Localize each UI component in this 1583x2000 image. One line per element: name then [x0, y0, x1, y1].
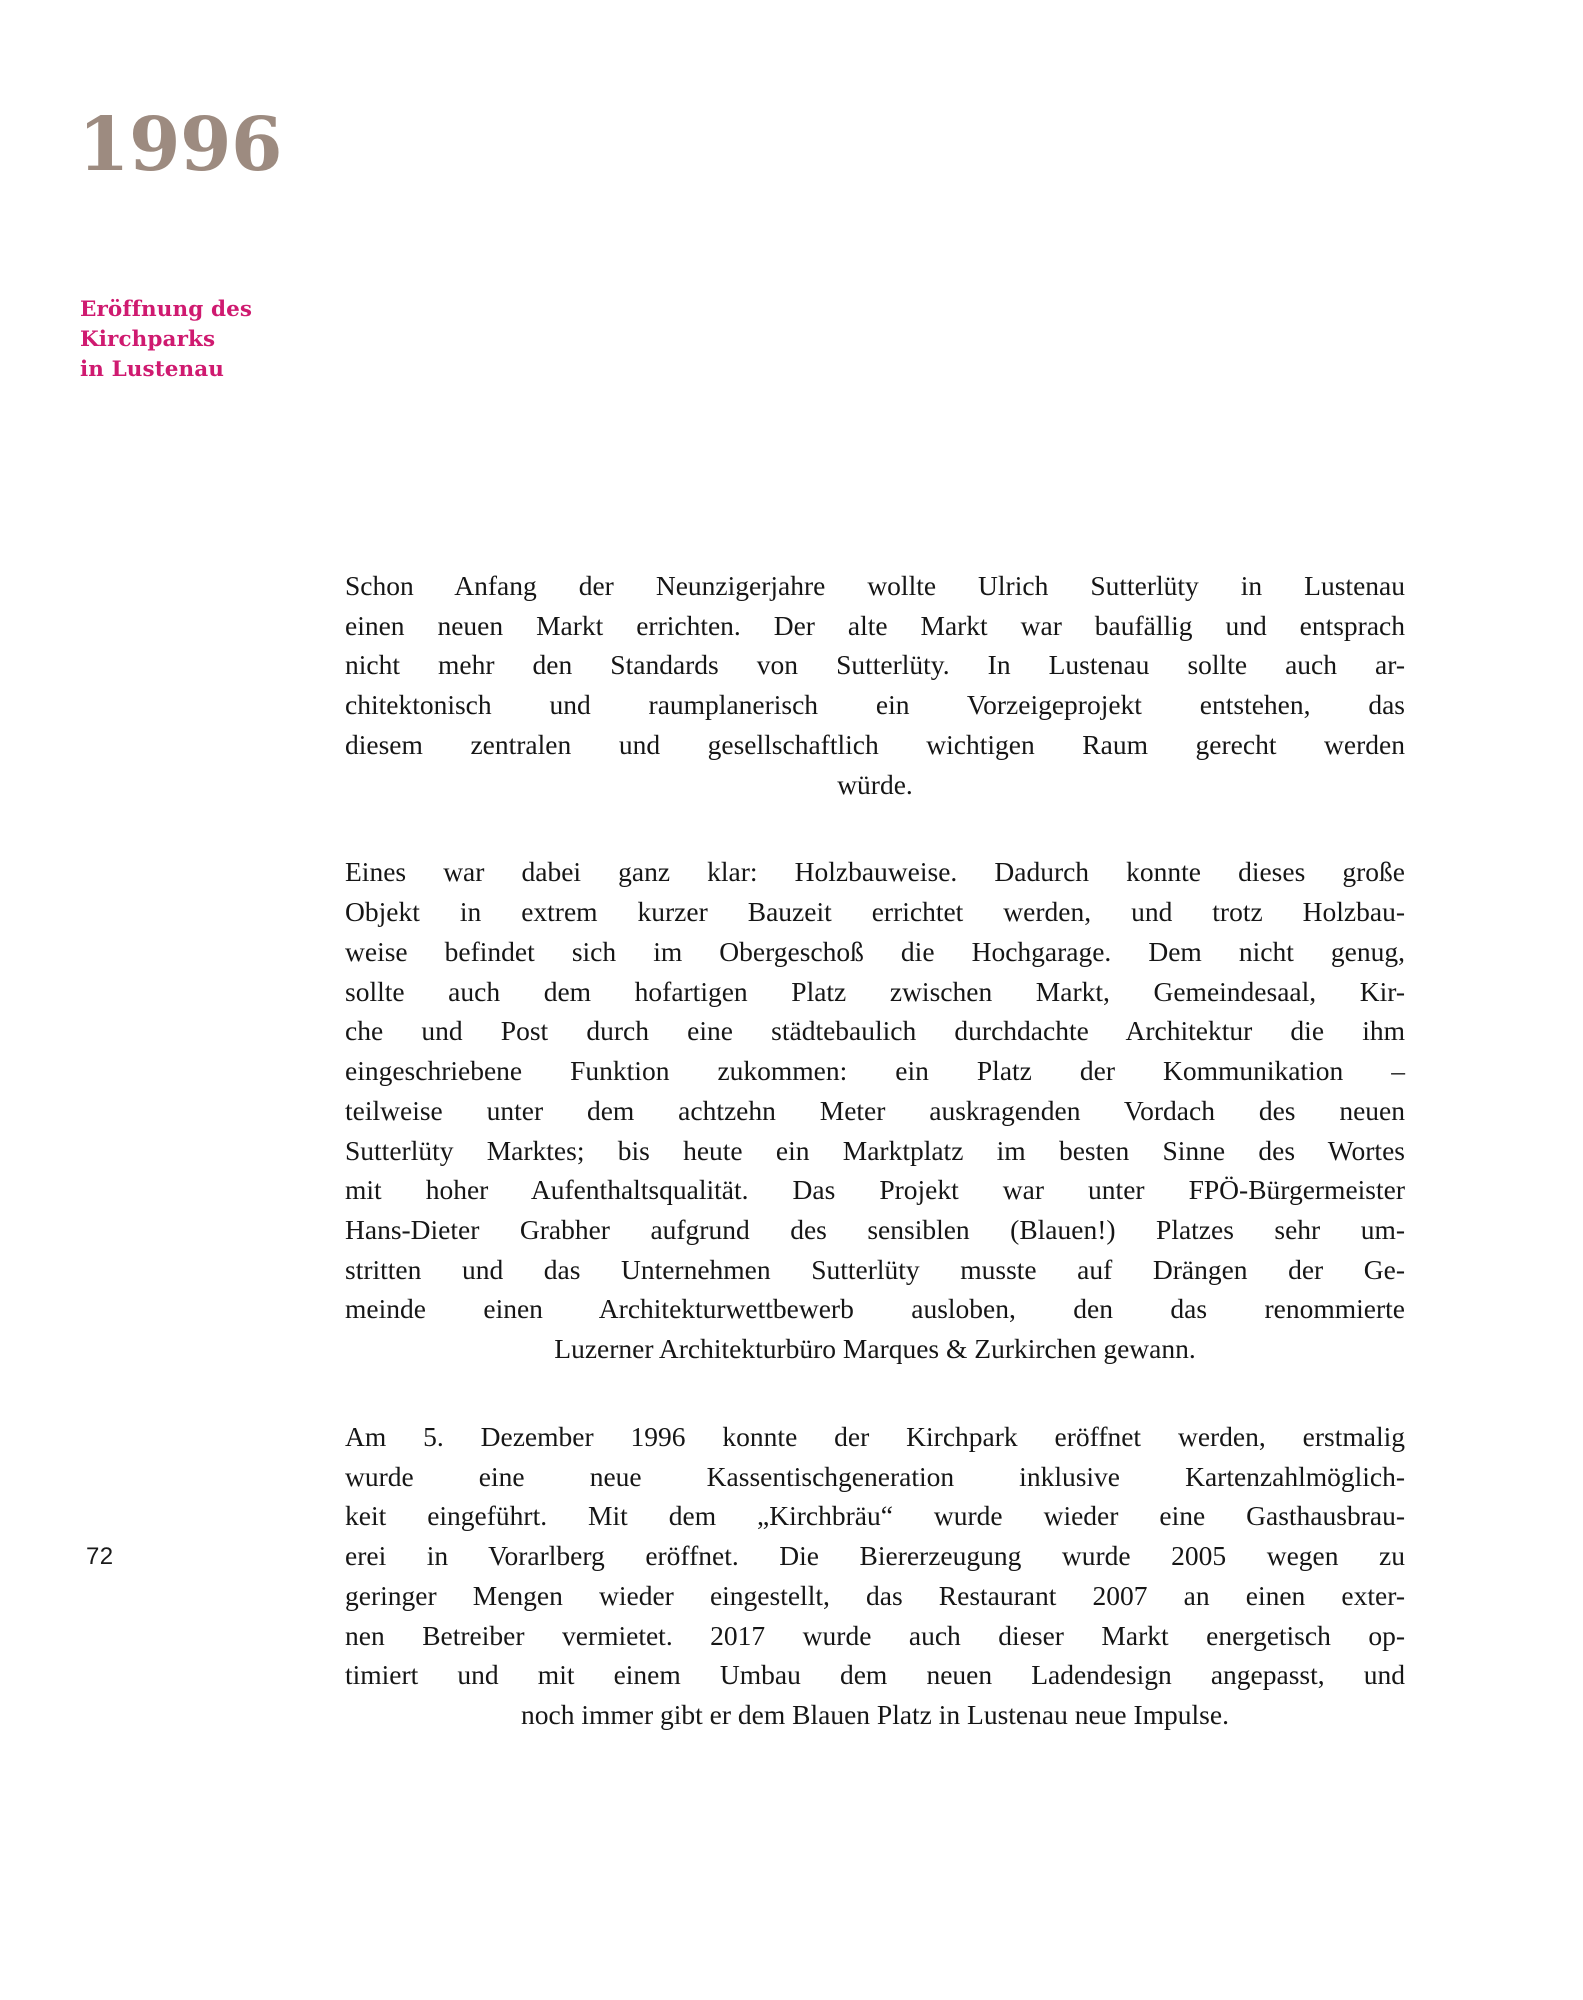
section-heading-line-3: in Lustenau	[80, 357, 225, 383]
text-line: weise befindet sich im Obergeschoß die Hochgarage. Dem nicht genug,	[345, 935, 1405, 967]
text-line: stritten und das Unternehmen Sutterlüty musste auf Drängen der Ge-	[345, 1253, 1405, 1285]
text-line: chitektonisch und raumplanerisch ein Vorzeigeprojekt entstehen, das	[345, 689, 1405, 721]
text-line: Sutterlüty Marktes; bis heute ein Marktplatz im besten Sinne des Wortes	[345, 1134, 1405, 1166]
text-line: eingeschriebene Funktion zukommen: ein Platz der Kommunikation –	[345, 1055, 1405, 1087]
text-line: Hans-Dieter Grabher aufgrund des sensiblen (Blauen!) Platzes sehr um-	[345, 1214, 1405, 1246]
text-line: timiert und mit einem Umbau dem neuen Ladendesign angepasst, und	[345, 1659, 1405, 1691]
text-line: nen Betreiber vermietet. 2017 wurde auch dieser Markt energetisch op-	[345, 1619, 1405, 1651]
text-line: Luzerner Architekturbüro Marques & Zurkirchen gewann.	[554, 1333, 1196, 1365]
text-line: erei in Vorarlberg eröffnet. Die Biererzeugung wurde 2005 wegen zu	[345, 1540, 1405, 1572]
text-line: teilweise unter dem achtzehn Meter auskragenden Vordach des neuen	[345, 1094, 1405, 1126]
page-number: 72	[86, 1543, 114, 1570]
body-paragraph-1	[345, 566, 1405, 804]
text-line: diesem zentralen und gesellschaftlich wichtigen Raum gerecht werden	[345, 728, 1405, 760]
text-line: meinde einen Architekturwettbewerb ausloben, den das renommierte	[345, 1293, 1405, 1325]
text-line: Am 5. Dezember 1996 konnte der Kirchpark eröffnet werden, erstmalig	[345, 1420, 1405, 1452]
text-line: Eines war dabei ganz klar: Holzbauweise. Dadurch konnte dieses große	[345, 856, 1405, 888]
text-line: geringer Mengen wieder eingestellt, das Restaurant 2007 an einen exter-	[345, 1579, 1405, 1611]
text-line: che und Post durch eine städtebaulich durchdachte Architektur die ihm	[345, 1015, 1405, 1047]
text-line: Schon Anfang der Neunzigerjahre wollte Ulrich Sutterlüty in Lustenau	[345, 570, 1405, 601]
text-line: einen neuen Markt errichten. Der alte Markt war baufällig und entsprach	[345, 609, 1405, 641]
section-heading-line-2: Kirchparks	[80, 327, 216, 353]
body-paragraph-3	[345, 1417, 1405, 1735]
text-line: sollte auch dem hofartigen Platz zwischen Markt, Gemeindesaal, Kir-	[345, 975, 1405, 1007]
text-line: wurde eine neue Kassentischgeneration inklusive Kartenzahlmöglich-	[345, 1460, 1405, 1492]
text-line: mit hoher Aufenthaltsqualität. Das Projekt war unter FPÖ-Bürgermeister	[345, 1174, 1405, 1206]
text-line: Objekt in extrem kurzer Bauzeit errichtet werden, und trotz Holzbau-	[345, 896, 1405, 928]
section-heading-line-1: Eröffnung des	[80, 297, 253, 322]
text-line: würde.	[837, 768, 913, 800]
text-line: nicht mehr den Standards von Sutterlüty. In Lustenau sollte auch ar-	[345, 649, 1405, 681]
text-line: keit eingeführt. Mit dem „Kirchbräu“ wurde wieder eine Gasthausbrau-	[345, 1500, 1405, 1532]
body-paragraph-2	[345, 852, 1405, 1369]
year-heading: 1996	[78, 102, 282, 188]
text-line: noch immer gibt er dem Blauen Platz in Lustenau neue Impulse.	[521, 1699, 1229, 1731]
section-heading	[80, 295, 340, 385]
body-text-column	[345, 566, 1405, 1735]
